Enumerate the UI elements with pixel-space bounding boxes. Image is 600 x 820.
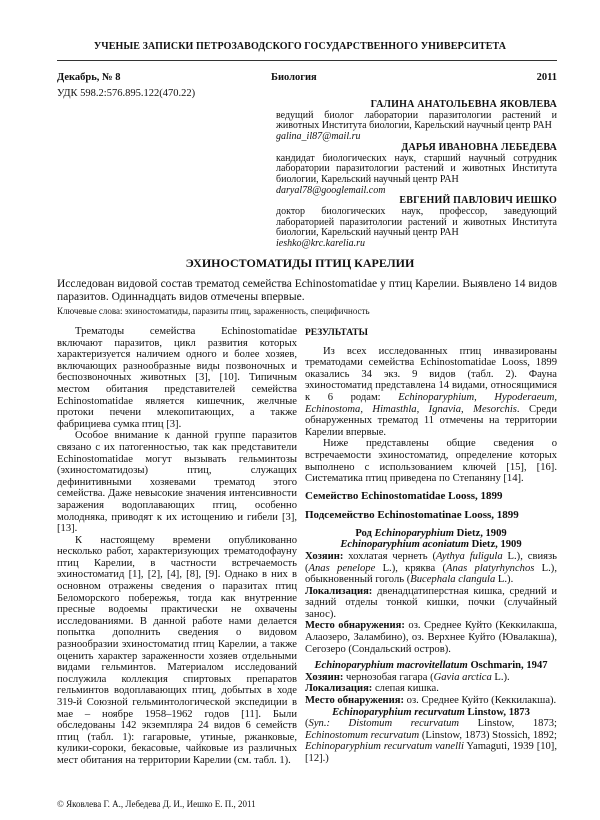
text: слепая кишка. bbox=[372, 683, 439, 695]
text: . Среди обнаруженных трематод 11 отмечены на территории Карелии впервые. bbox=[305, 403, 557, 438]
paragraph: К настоящему времени опубликованно несколько работ, характеризующих трематодофауну птиц Карелии, в частности встречаемость эхиностоматид [1], [2], [4], [8], [9]. Однако в них в основном отражены сведения о паразитах птиц Беломорского побережья, тогда как внутренние пресные водоемы практически не охвачены исследованиями. В данной работе нами делается попытка дополнить сведения о видовом разнообразии эхиностоматид птиц Карелии, а также оценить характер зараженности хозяев отдельными видами гельминтов. Материалом исследований послужила коллекция спиртовых препаратов гельминтов водоплавающих птиц, добытых в ходе 319-й Союзной гельминтологической экспедиции в мае – ноябре 1958–1962 годов [11]. Были обследованы 142 экземпляра 24 видов 6 семейств птиц (табл. 1): гагаровые, утиные, ржанковые, кулики-сороки, бекасовые, чайковые из различных мест обитания на территории Карелии (см. табл. 1). bbox=[57, 534, 297, 766]
author-info: ведущий биолог лаборатории паразитологии растений и животных Института биологии, Карельский научный центр РАН bbox=[276, 109, 557, 132]
author-info: доктор биологических наук, профессор, заведующий лабораторией паразитологии растений и животных Института биологии, Карельский научный центр РАН bbox=[276, 206, 557, 239]
text: Linstow, 1873; bbox=[459, 718, 557, 730]
taxon: Syn.: Distomum recurvatum bbox=[308, 718, 460, 730]
label: Место обнаружения: bbox=[305, 695, 405, 707]
localization bbox=[305, 683, 557, 695]
synonyms bbox=[305, 718, 557, 764]
keywords: Ключевые слова: эхиностоматиды, паразиты птиц, зараженность, специфичность bbox=[57, 306, 370, 316]
species-name: Echinoparyphium aconiatum bbox=[340, 539, 469, 551]
label: Место обнаружения: bbox=[305, 620, 405, 632]
species-name: Echinoparyphium recurvatum bbox=[332, 706, 465, 718]
journal-title: УЧЕНЫЕ ЗАПИСКИ ПЕТРОЗАВОДСКОГО ГОСУДАРСТВЕННОГО УНИВЕРСИТЕТА bbox=[93, 41, 507, 52]
author bbox=[276, 196, 557, 250]
paragraph: Особое внимание к данной группе паразитов связано с их патогенностью, так как представители Echinostomatidae могут вызывать гельминтозы (эхиностоматидозы) птиц, служащих дефинитивными хозяевами трематод этого семейства. Даже невысокие значения интенсивности заражения водоплавающих птиц, особенно молодняка, приводят к их истощению и гибели [3], [13]. bbox=[57, 430, 297, 535]
udk: УДК 598.2:576.895.122(470.22) bbox=[57, 88, 196, 99]
host bbox=[305, 672, 557, 684]
taxon: Bucephala clangula bbox=[410, 574, 496, 586]
species-entry bbox=[305, 660, 557, 706]
left-column bbox=[57, 326, 297, 767]
section: Биология bbox=[271, 72, 317, 83]
subfamily-heading: Подсемейство Echinostomatinae Looss, 1899 bbox=[305, 508, 519, 521]
section-heading: РЕЗУЛЬТАТЫ bbox=[305, 328, 368, 338]
species-entry bbox=[305, 707, 557, 765]
taxon: Echinostomum recurvatum bbox=[305, 729, 420, 741]
author-info: кандидат биологических наук, старший научный сотрудник лаборатории паразитологии растений и животных Института биологии, Карельский научный центр РАН bbox=[276, 152, 557, 185]
species-author: Linstow, 1873 bbox=[464, 706, 530, 718]
article-title: ЭХИНОСТОМАТИДЫ ПТИЦ КАРЕЛИИ bbox=[185, 256, 415, 270]
author-name: ГАЛИНА АНАТОЛЬЕВНА ЯКОВЛЕВА bbox=[370, 99, 557, 110]
right-column bbox=[305, 328, 557, 765]
place bbox=[305, 695, 557, 707]
author bbox=[276, 143, 557, 197]
text: L.). bbox=[495, 574, 514, 586]
author-name: ЕВГЕНИЙ ПАВЛОВИЧ ИЕШКО bbox=[399, 195, 557, 207]
label: Хозяин: bbox=[305, 550, 344, 562]
author-email[interactable]: galina_il87@mail.ru bbox=[276, 131, 361, 143]
taxon: Anas platyrhynchos bbox=[446, 562, 535, 574]
localization bbox=[305, 586, 557, 621]
author-name: ДАРЬЯ ИВАНОВНА ЛЕБЕДЕВА bbox=[401, 141, 557, 153]
text: двенадцатиперстная кишка, средний и задний отделы тонкой кишки, почки (случайный занос). bbox=[305, 585, 557, 620]
text: ( bbox=[305, 718, 309, 730]
paragraph bbox=[305, 346, 557, 439]
text: Род bbox=[355, 527, 375, 539]
genera-list: Echinoparyphium, Hypoderaeum, Echinostoma, Himasthla, Ignavia, Mesorchis bbox=[305, 391, 557, 415]
label: Локализация: bbox=[305, 683, 373, 695]
copyright: © Яковлева Г. А., Лебедева Д. И., Иешко Е. П., 2011 bbox=[57, 799, 256, 809]
species-entry bbox=[305, 539, 557, 655]
issue: Декабрь, № 8 bbox=[57, 72, 121, 83]
text: хохлатая чернеть ( bbox=[343, 550, 436, 562]
authors-block bbox=[276, 100, 557, 250]
taxon: Anas penelope bbox=[308, 562, 376, 574]
author bbox=[276, 100, 557, 143]
author-email[interactable]: ieshko@krc.karelia.ru bbox=[276, 238, 365, 250]
text: оз. Среднее Куйто (Кеккилакша, Алаозеро, Заламбино), оз. Верхнее Куйто (Ювалакша), Сегозеро (Сондальский остров). bbox=[305, 620, 557, 655]
text: Из всех исследованных птиц инвазированы трематодами семейства Echinostomatidae Looss, 1899 оказались 34 экз. 9 видов (табл. 2). Фауна эхиностоматид представлена 14 видами, относящимися к 6 родам: bbox=[305, 345, 557, 403]
genus-heading bbox=[305, 528, 557, 540]
author-email[interactable]: daryal78@googlemail.com bbox=[276, 184, 386, 196]
text: L.), свиязь ( bbox=[305, 550, 558, 574]
host bbox=[305, 551, 557, 586]
taxon: Echinoparyphium recurvatum vanelli bbox=[305, 741, 464, 753]
label: Локализация: bbox=[305, 585, 373, 597]
label: Хозяин: bbox=[305, 671, 344, 683]
species-name: Echinoparyphium macrovitellatum bbox=[314, 660, 468, 672]
genus-name: Echinoparyphium bbox=[374, 527, 455, 539]
text: оз. Среднее Куйто (Кеккилакша). bbox=[404, 695, 557, 707]
text: L.). bbox=[491, 671, 510, 683]
text: чернозобая гагара ( bbox=[343, 671, 434, 683]
text: (Linstow, 1873) Stossich, 1892; bbox=[419, 729, 557, 741]
text: Dietz, 1909 bbox=[454, 527, 507, 539]
species-author: Oschmarin, 1947 bbox=[467, 660, 548, 672]
species-author: Dietz, 1909 bbox=[468, 539, 522, 551]
abstract: Исследован видовой состав трематод семейства Echinostomatidae у птиц Карелии. Выявлено 14 видов паразитов. Одиннадцать видов отмечены впервые. bbox=[57, 278, 557, 303]
text: Yamaguti, 1939 [10], [12].) bbox=[305, 741, 557, 764]
year: 2011 bbox=[536, 72, 557, 83]
taxon: Aythya fuligula bbox=[435, 550, 503, 562]
family-heading: Семейство Echinostomatidae Looss, 1899 bbox=[305, 489, 503, 502]
paragraph: Ниже представлены общие сведения о встречаемости эхиностоматид, определение которых выполнено с использованием ключей [15], [16]. Систематика птиц приведена по Степаняну [14]. bbox=[305, 438, 557, 485]
text: L.), обыкновенный гоголь ( bbox=[305, 562, 557, 586]
taxon: Gavia arctica bbox=[433, 671, 492, 683]
place bbox=[305, 620, 557, 655]
text: L.), кряква ( bbox=[375, 562, 447, 574]
header-divider bbox=[57, 60, 557, 61]
paragraph: Трематоды семейства Echinostomatidae включают паразитов, цикл развития которых характеризуется наличием одного и более хозяев, включающих разнообразные виды позвоночных и беспозвоночных животных [3], [10]. Типичным местом обитания представителей семейства Echinostomatidae является кишечник, желчные протоки печени млекопитающих, а также фабрициева сумка птиц [3]. bbox=[57, 326, 297, 430]
